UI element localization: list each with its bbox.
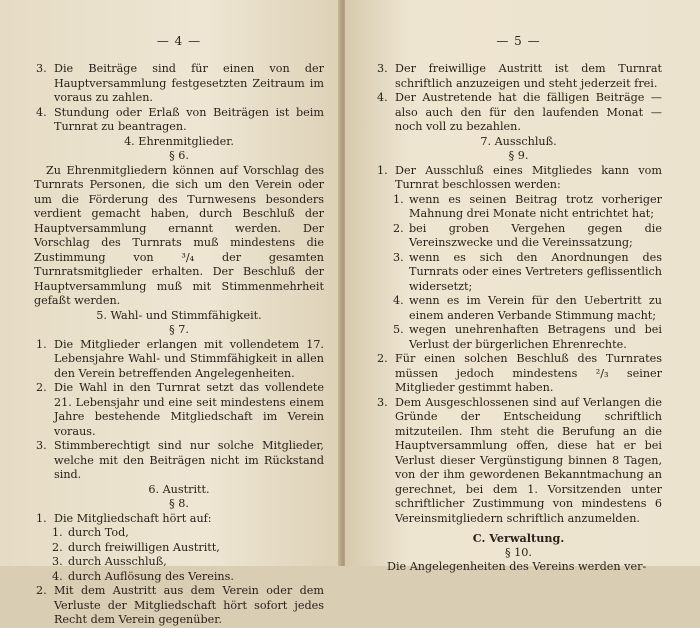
sub-clause [34, 555, 324, 570]
sub-clause-number: 1. [52, 526, 63, 539]
sub-clause [375, 193, 662, 222]
sub-clause-number: 5. [393, 323, 404, 336]
clause [34, 512, 324, 527]
sub-clause-number: 3. [52, 555, 63, 568]
right-page [345, 0, 700, 573]
clause-text: Die Beiträge sind für einen von der Hauptversammlung festgesetzten Zeitraum im voraus zu zahlen. [54, 62, 324, 104]
clause-number: 1. [36, 511, 47, 525]
clause-text: Die Mitgliedschaft hört auf: [54, 511, 212, 525]
section-heading: 6. Austritt. [148, 482, 210, 496]
clause-text: Die Mitglieder erlangen mit vollendetem 17. Lebensjahre Wahl- und Stimmfähigkeit in allen den Verein betreffenden Angelegenheiten. [54, 337, 324, 380]
clause-number: 3. [377, 395, 388, 409]
sub-clause-number: 2. [52, 540, 63, 554]
clause-number: 1. [377, 163, 388, 177]
section-heading: 4. Ehrenmitglieder. [124, 134, 234, 148]
clause [375, 62, 662, 91]
clause-text: Der Austretende hat die fälligen Beiträge — also auch den für den laufenden Monat — noch voll zu bezahlen. [395, 91, 662, 133]
clause-number: 4. [377, 91, 388, 104]
clause-text: Der Ausschluß eines Mitgliedes kann vom Turnrat beschlossen werden: [395, 163, 662, 191]
section-heading: C. Verwaltung. [472, 531, 565, 545]
clause-number: 4. [36, 105, 47, 119]
sub-clause-number: 4. [52, 569, 63, 583]
clause [34, 106, 324, 135]
clause-number: 2. [36, 584, 47, 597]
clause-number: 3. [36, 62, 47, 75]
clause-text: Der freiwillige Austritt ist dem Turnrat schriftlich anzuzeigen und steht jederzeit frei. [395, 62, 662, 90]
page-number: — 4 — [156, 34, 202, 48]
sub-clause-number: 3. [393, 250, 404, 264]
sub-clause-text: wenn es sich den Anordnungen des Turnrats oder eines Vertreters geflissentlich widersetzt; [409, 250, 662, 293]
section-heading: 5. Wahl- und Stimmfähigkeit. [96, 308, 262, 322]
paragraph-text: Die Angelegenheiten des Vereins werden ver- [387, 560, 647, 573]
sub-clause-text: durch Tod, [68, 526, 129, 539]
clause-number: 2. [377, 352, 388, 365]
clause-text: Stundung oder Erlaß von Beiträgen ist beim Turnrat zu beantragen. [54, 105, 324, 133]
clause [34, 584, 324, 628]
clause-number: 3. [377, 62, 388, 75]
left-page [0, 0, 342, 626]
clause [34, 439, 324, 483]
paragraph-mark: § 10. [505, 545, 532, 559]
sub-clause [34, 526, 324, 541]
sub-clause [375, 323, 662, 352]
sub-clause-number: 2. [393, 221, 404, 235]
clause-text: Stimmberechtigt sind nur solche Mitglieder, welche mit den Beiträgen nicht im Rückstand sind. [54, 439, 324, 481]
paragraph-mark: § 9. [508, 149, 529, 162]
sub-clause-text: wenn es im Verein für den Uebertritt zu einem anderen Verbande Stimmung macht; [409, 294, 662, 322]
page-number: — 5 — [496, 34, 541, 48]
clause-number: 2. [36, 381, 47, 394]
clause [375, 164, 662, 193]
clause [375, 396, 662, 527]
clause [375, 91, 662, 135]
section-heading: 7. Ausschluß. [480, 134, 557, 148]
sub-clause-text: durch Auflösung des Vereins. [68, 569, 234, 583]
sub-clause [34, 541, 324, 556]
sub-clause [375, 222, 662, 251]
paragraph-mark: § 8. [169, 497, 189, 510]
clause-text: Die Wahl in den Turnrat setzt das vollendete 21. Lebensjahr und eine seit mindestens einem Jahre bestehende Mitgliedschaft im Verein voraus. [54, 381, 324, 438]
clause-number: 1. [36, 337, 47, 351]
clause [375, 352, 662, 396]
sub-clause-text: durch Ausschluß, [68, 555, 167, 568]
sub-clause [375, 251, 662, 295]
sub-clause-text: durch freiwilligen Austritt, [68, 540, 220, 554]
clause-text: Dem Ausgeschlossenen sind auf Verlangen die Gründe der Entscheidung schriftlich mitzuteilen. Ihm steht die Berufung an die Hauptversammlung offen, diese hat er bei Verlust dieser Vergünstigung binnen 8 Tagen, von der ihm gewordenen Bekanntmachung an gerechnet, bei dem 1. Vorsitzenden unter schriftlicher Zustimmung von mindestens 6 Vereinsmitgliedern schriftlich anzumelden. [395, 395, 662, 525]
sub-clause-text: wenn es seinen Beitrag trotz vorheriger Mahnung drei Monate nicht entrichtet hat; [409, 192, 662, 220]
clause [34, 62, 324, 106]
sub-clause [34, 570, 324, 585]
clause-text: Mit dem Austritt aus dem Verein oder dem Verluste der Mitgliedschaft hört sofort jedes Recht dem Verein gegenüber. [54, 584, 324, 626]
paragraph-mark: § 6. [169, 149, 189, 162]
paragraph-mark: § 7. [169, 323, 189, 336]
sub-clause-text: bei groben Vergehen gegen die Vereinszwecke und die Vereinssatzung; [409, 221, 662, 249]
paragraph-text: Zu Ehrenmitgliedern können auf Vorschlag des Turnrats Personen, die sich um den Verein oder um die Förderung des Turnwesens besonders verdient gemacht haben, durch Beschluß der Hauptversammlung ernannt werden. Der Vorschlag des Turnrats muß mindestens die Zustimmung von ³/₄ der gesamten Turnratsmitglieder erhalten. Der Beschluß der Hauptversammlung muß mit Stimmenmehrheit gefaßt werden. [34, 163, 324, 307]
clause [34, 381, 324, 439]
sub-clause-text: wegen unehrenhaften Betragens und bei Verlust der bürgerlichen Ehrenrechte. [409, 323, 662, 351]
clause-text: Für einen solchen Beschluß des Turnrates müssen jedoch mindestens ²/₃ seiner Mitglieder gestimmt haben. [395, 352, 662, 394]
clause [34, 338, 324, 382]
sub-clause-number: 1. [393, 192, 404, 206]
sub-clause-number: 4. [393, 294, 404, 307]
clause-number: 3. [36, 439, 47, 452]
sub-clause [375, 294, 662, 323]
